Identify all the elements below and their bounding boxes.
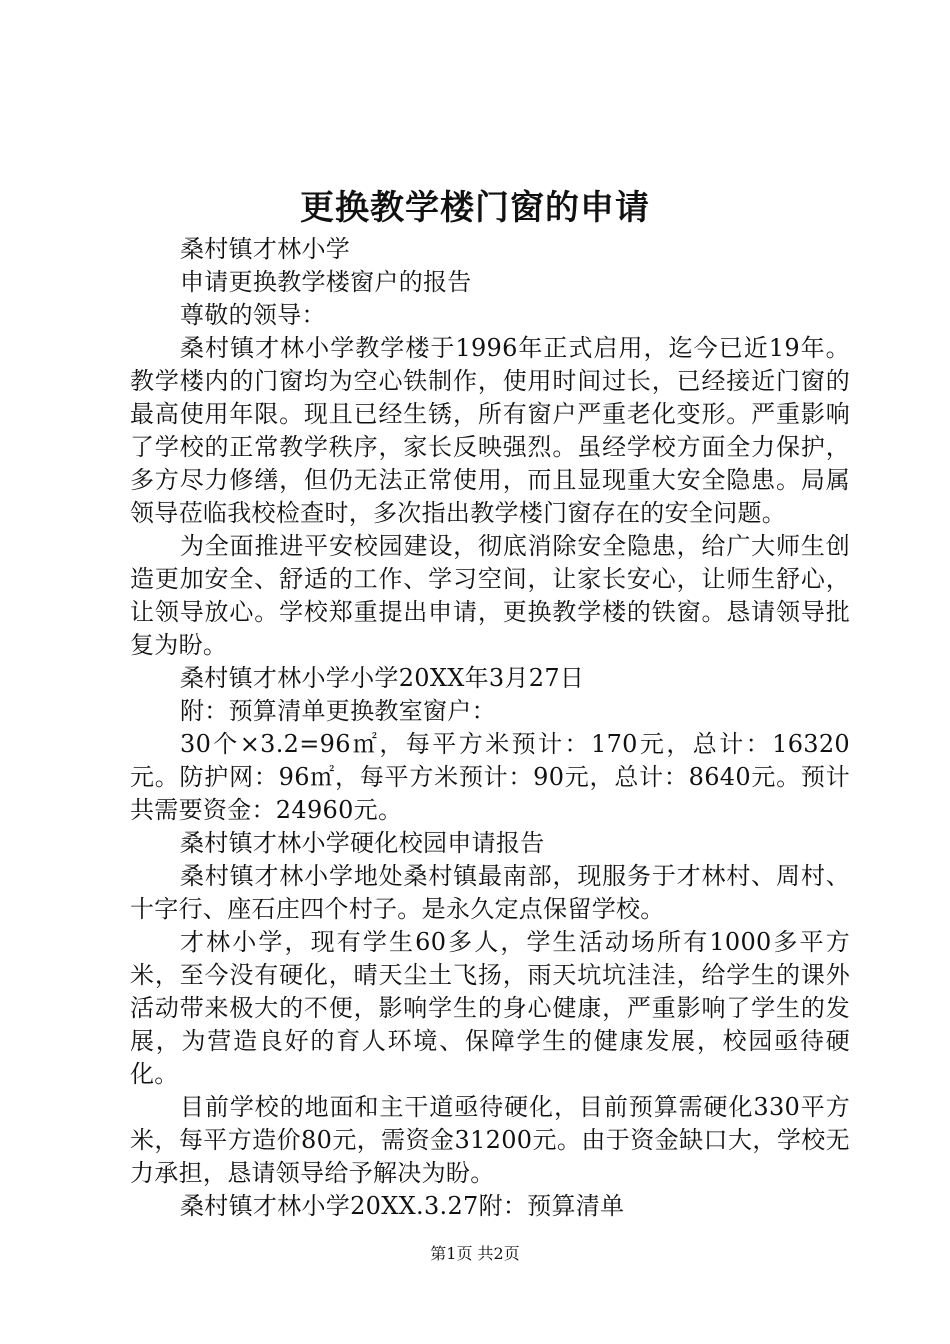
page-footer: 第1页 共2页 — [430, 1244, 520, 1263]
paragraph-salutation: 尊敬的领导： — [180, 301, 326, 329]
document-title: 更换教学楼门窗的申请 — [300, 188, 650, 228]
paragraph-school-name: 桑村镇才林小学 — [180, 235, 351, 263]
paragraph-signature-date: 桑村镇才林小学小学20XX年3月27日 — [180, 664, 585, 692]
paragraph-second-signature: 桑村镇才林小学20XX.3.27附：预算清单 — [180, 1192, 625, 1220]
paragraph-playground-condition: 才林小学，现有学生60多人，学生活动场所有1000多平方米，至今没有硬化，晴天尘土飞扬，雨天坑坑洼洼，给学生的课外活动带来极大的不便，影响学生的身心健康，严重影响了学生的发展，为营造良好的育人环境、保障学生的健康发展，校园亟待硬化。 — [130, 928, 850, 1088]
paragraph-second-report-title: 桑村镇才林小学硬化校园申请报告 — [180, 829, 545, 857]
paragraph-hardening-budget: 目前学校的地面和主干道亟待硬化，目前预算需硬化330平方米，每平方造价80元，需资金31200元。由于资金缺口大，学校无力承担，恳请领导给予解决为盼。 — [130, 1093, 850, 1187]
paragraph-request: 为全面推进平安校园建设，彻底消除安全隐患，给广大师生创造更加安全、舒适的工作、学习空间，让家长安心，让师生舒心，让领导放心。学校郑重提出申请，更换教学楼的铁窗。恳请领导批复为盼。 — [130, 532, 850, 659]
paragraph-budget-details: 30个×3.2=96㎡，每平方米预计：170元，总计：16320元。防护网：96㎡，每平方米预计：90元，总计：8640元。预计共需要资金：24960元。 — [130, 730, 850, 824]
paragraph-budget-heading: 附：预算清单更换教室窗户： — [180, 697, 496, 725]
paragraph-report-title: 申请更换教学楼窗户的报告 — [180, 268, 472, 296]
paragraph-school-location: 桑村镇才林小学地处桑村镇最南部，现服务于才林村、周村、十字行、座石庄四个村子。是永久定点保留学校。 — [130, 862, 850, 923]
document-body — [130, 233, 850, 1223]
paragraph-background: 桑村镇才林小学教学楼于1996年正式启用，迄今已近19年。教学楼内的门窗均为空心铁制作，使用时间过长，已经接近门窗的最高使用年限。现且已经生锈，所有窗户严重老化变形。严重影响了学校的正常教学秩序，家长反映强烈。虽经学校方面全力保护，多方尽力修缮，但仍无法正常使用，而且显现重大安全隐患。局属领导莅临我校检查时，多次指出教学楼门窗存在的安全问题。 — [130, 334, 850, 527]
